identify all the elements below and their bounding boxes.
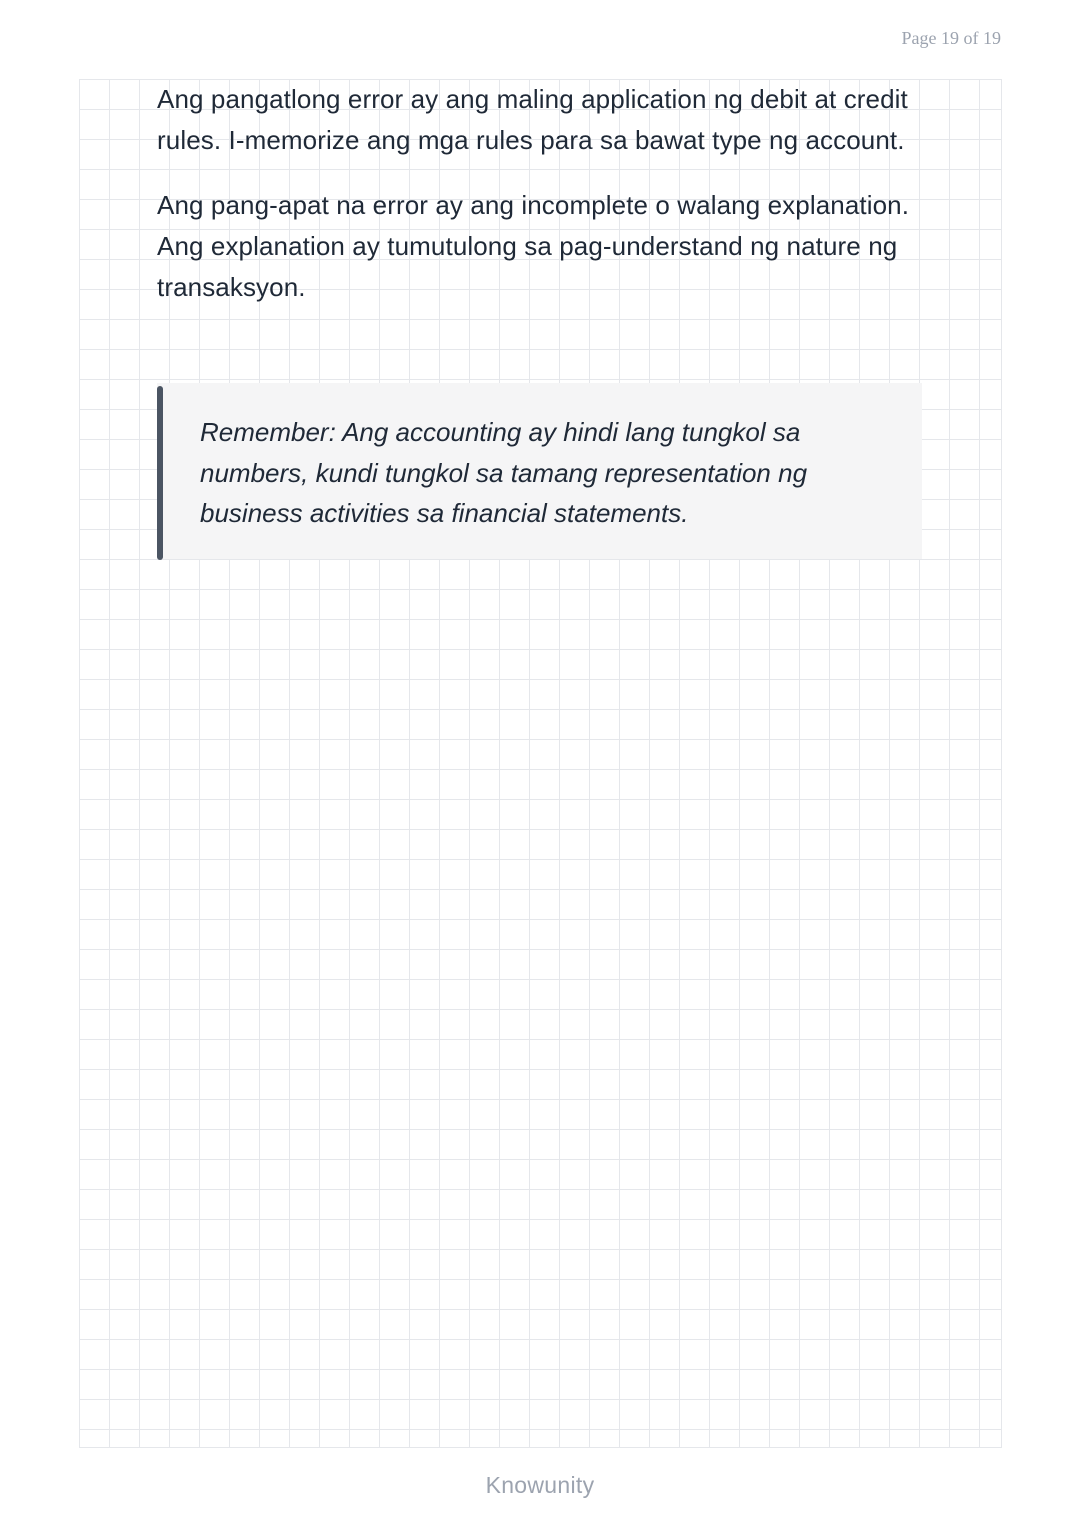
paragraph-fourth-error: Ang pang-apat na error ay ang incomplete o walang explanation. Ang explanation ay tumutulong sa pag-understand ng nature ng transaksyon. <box>157 190 910 302</box>
callout-accent-bar <box>157 386 163 560</box>
main-content <box>157 79 927 332</box>
page-number: Page 19 of 19 <box>901 28 1001 48</box>
footer-brand: Knowunity <box>485 1472 595 1498</box>
paragraph-third-error: Ang pangatlong error ay ang maling application ng debit at credit rules. I-memorize ang mga rules para sa bawat type ng account. <box>157 84 908 155</box>
remember-callout <box>157 383 922 559</box>
callout-text: Remember: Ang accounting ay hindi lang tungkol sa numbers, kundi tungkol sa tamang representation ng business activities sa financial statements. <box>200 417 808 528</box>
